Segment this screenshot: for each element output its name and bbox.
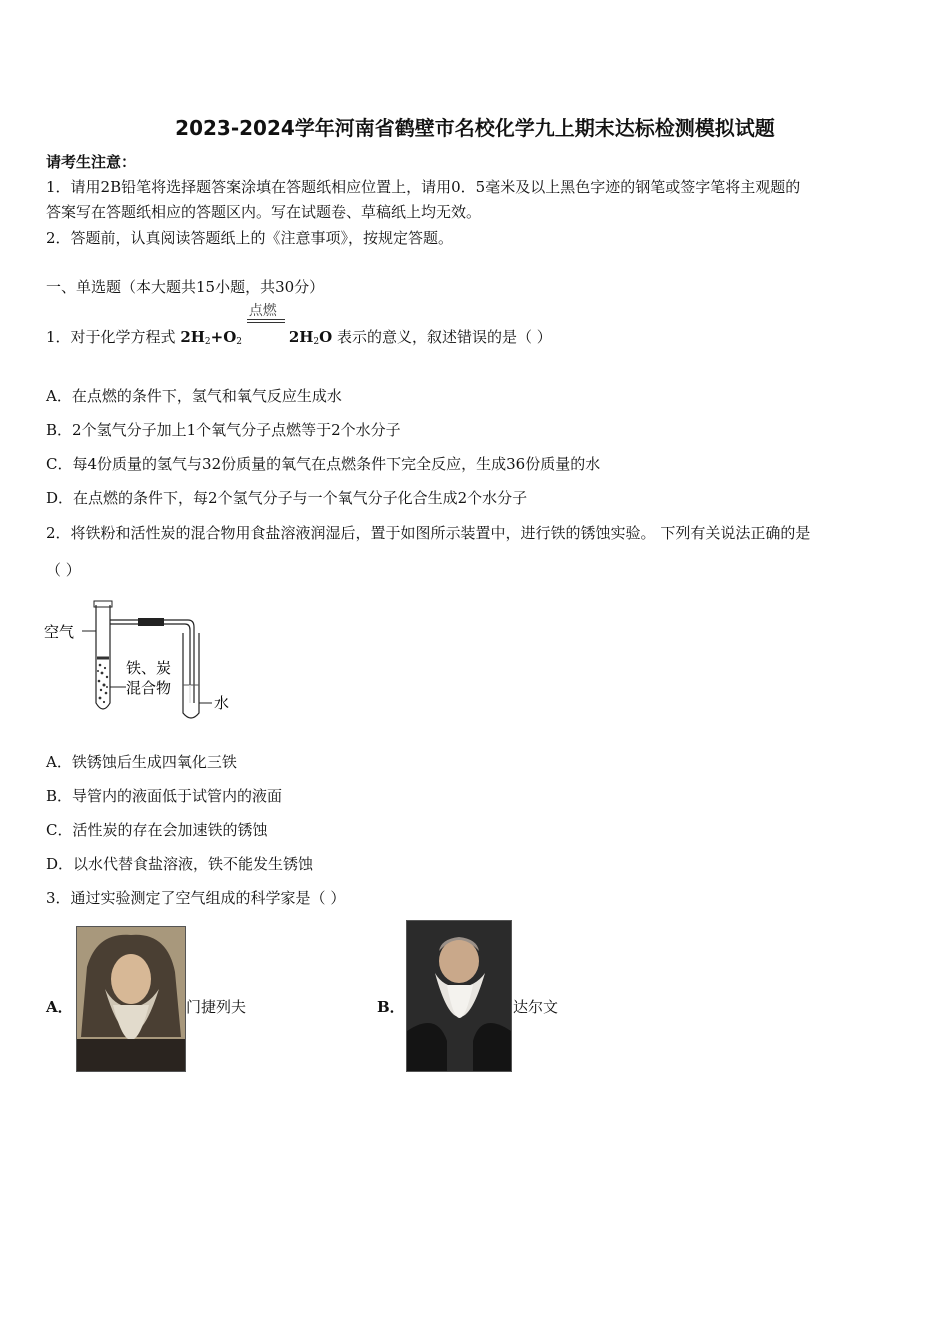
q2-option-d: D．以水代替食盐溶液，铁不能发生锈蚀 — [46, 855, 314, 873]
q3-option-b-name: 达尔文 — [513, 998, 559, 1016]
notice-line-1b: 答案写在答题纸相应的答题区内。写在试题卷、草稿纸上均无效。 — [46, 203, 482, 221]
q1-option-d: D．在点燃的条件下，每2个氢气分子与一个氧气分子化合生成2个水分子 — [46, 489, 528, 507]
q1-option-b: B．2个氢气分子加上1个氧气分子点燃等于2个水分子 — [46, 421, 401, 439]
section-heading: 一、单选题（本大题共15小题，共30分） — [46, 278, 325, 296]
q1-option-a: A．在点燃的条件下，氢气和氧气反应生成水 — [46, 387, 342, 405]
q3-option-a-name: 门捷列夫 — [186, 998, 247, 1016]
q2-option-a: A．铁锈蚀后生成四氧化三铁 — [46, 753, 237, 771]
q2-option-b: B．导管内的液面低于试管内的液面 — [46, 787, 283, 805]
q3-option-b-label: B． — [377, 998, 405, 1016]
q1-stem: 1．对于化学方程式 $2H_2+O_2$ 点燃 $2H_2O$ 表示的意义，叙述错误的是（ ） — [46, 303, 552, 347]
page-title: 2023-2024学年河南省鹤壁市名校化学九上期末达标检测模拟试题 — [175, 116, 775, 140]
notice-line-2: 2．答题前，认真阅读答题纸上的《注意事项》，按规定答题。 — [46, 229, 454, 247]
reaction-condition: 点燃 — [247, 327, 289, 347]
label-mixture: 混合物 — [126, 679, 172, 697]
label-iron-carbon: 铁、炭 — [126, 659, 172, 677]
q1-option-c: C．每4份质量的氢气与32份质量的氧气在点燃条件下完全反应，生成36份质量的水 — [46, 455, 601, 473]
q3-option-a-label: A． — [46, 998, 73, 1016]
portrait-darwin — [406, 920, 512, 1072]
label-air: 空气 — [44, 623, 75, 641]
q2-option-c: C．活性炭的存在会加速铁的锈蚀 — [46, 821, 268, 839]
portrait-mendeleev — [76, 926, 186, 1072]
q2-stem: 2．将铁粉和活性炭的混合物用食盐溶液润湿后，置于如图所示装置中，进行铁的锈蚀实验。 下列有关说法正确的是 — [46, 524, 811, 542]
rust-experiment-diagram — [40, 595, 250, 730]
q2-paren: （ ） — [46, 561, 81, 579]
label-water: 水 — [214, 694, 230, 712]
notice-line-1: 1．请用2B铅笔将选择题答案涂填在答题纸相应位置上，请用0．5毫米及以上黑色字迹的钢笔或签字笔将主观题的 — [46, 178, 801, 196]
notice-heading: 请考生注意： — [46, 153, 137, 171]
q3-stem: 3．通过实验测定了空气组成的科学家是（ ） — [46, 889, 346, 907]
